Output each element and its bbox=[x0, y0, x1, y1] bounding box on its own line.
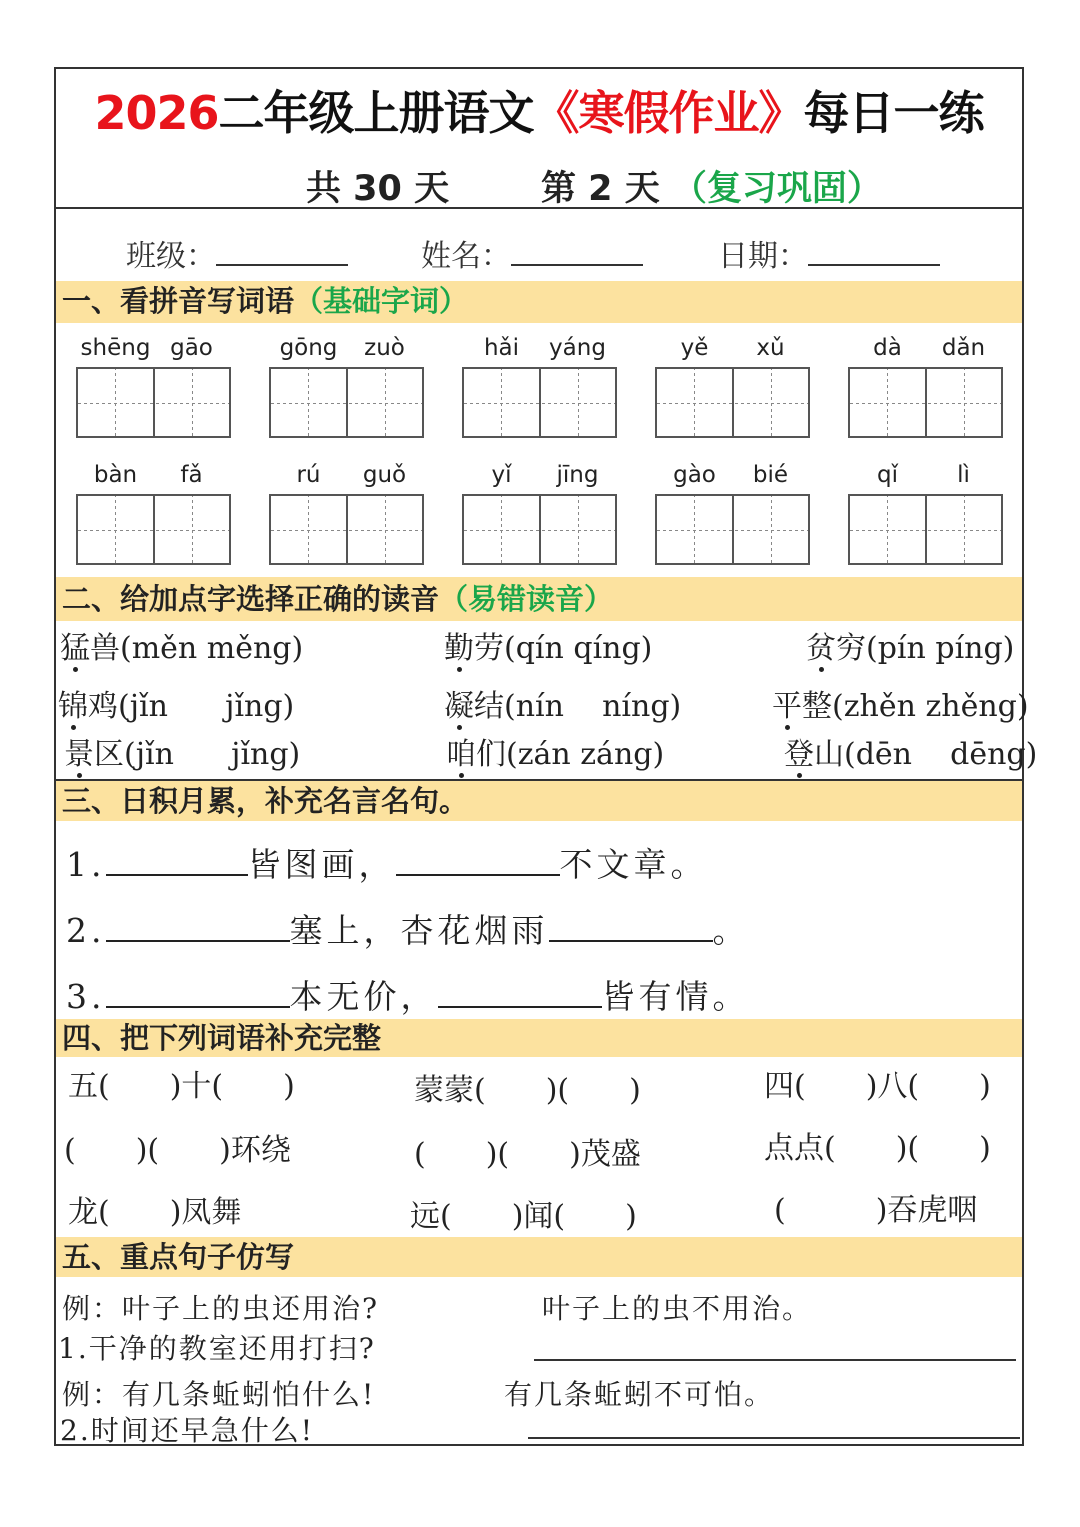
reading-options[interactable]: (jǐn jǐng) bbox=[124, 737, 301, 772]
word-completion-item[interactable]: ( )( )环绕 bbox=[64, 1133, 291, 1168]
section1-header bbox=[56, 281, 1022, 323]
quote-line-1 bbox=[66, 839, 708, 886]
name-field bbox=[421, 231, 643, 275]
plain-char: 们 bbox=[476, 737, 506, 772]
pinyin-syllable: gāo bbox=[170, 335, 213, 361]
section5-title: 五、重点句子仿写 bbox=[62, 1240, 295, 1274]
quote-end: 。 bbox=[712, 911, 750, 950]
plain-char: 结 bbox=[474, 689, 504, 724]
quote-mid: 皆图画， bbox=[247, 845, 396, 884]
word-completion-item[interactable]: 远( )闻( ) bbox=[410, 1199, 637, 1234]
pronunciation-item bbox=[58, 681, 294, 725]
date-field bbox=[718, 231, 940, 275]
writing-grid[interactable] bbox=[848, 367, 1003, 438]
question1: 1.干净的教室还用打扫? bbox=[58, 1332, 376, 1365]
section3-title: 三、日积月累，补充名言名句。 bbox=[62, 784, 469, 818]
plain-char: 整 bbox=[802, 689, 832, 724]
plain-char: 劳 bbox=[474, 631, 504, 666]
section2-title: 二、给加点字选择正确的读音 bbox=[62, 582, 440, 616]
quote-line-3 bbox=[66, 971, 750, 1018]
worksheet bbox=[54, 67, 1038, 1447]
quote-num: 3. bbox=[66, 977, 106, 1016]
pronunciation-item bbox=[784, 729, 1037, 773]
plain-char: 鸡 bbox=[88, 689, 118, 724]
pinyin-syllable: fǎ bbox=[180, 462, 203, 488]
word-completion-item[interactable]: 龙( )凤舞 bbox=[68, 1195, 242, 1230]
pinyin-syllable: qǐ bbox=[877, 462, 898, 488]
pronunciation-item bbox=[444, 623, 652, 667]
title-book: 《寒假作业》 bbox=[533, 86, 804, 140]
pinyin-syllable: shēng bbox=[80, 335, 151, 361]
reading-options[interactable]: (měn měng) bbox=[120, 631, 304, 666]
pinyin-syllable: yáng bbox=[549, 335, 606, 361]
plain-char: 穷 bbox=[836, 631, 866, 666]
dotted-char: 景 bbox=[64, 737, 94, 772]
plain-char: 区 bbox=[94, 737, 124, 772]
word-completion-item[interactable]: 五( )十( ) bbox=[68, 1069, 295, 1104]
pinyin-syllable: gōng bbox=[279, 335, 338, 361]
example1-question: 例：叶子上的虫还用治? bbox=[62, 1292, 380, 1325]
date-label: 日期： bbox=[718, 239, 808, 274]
section4-title: 四、把下列词语补充完整 bbox=[62, 1021, 382, 1055]
current-day-label: 第 2 天 bbox=[541, 169, 660, 209]
pinyin-syllable: zuò bbox=[364, 335, 405, 361]
pronunciation-item bbox=[444, 681, 681, 725]
current-day bbox=[541, 161, 882, 211]
reading-options[interactable]: (pín píng) bbox=[866, 631, 1015, 666]
reading-options[interactable]: (dēn dēng) bbox=[844, 737, 1038, 772]
section1-note: （基础字词） bbox=[294, 284, 469, 318]
dotted-char: 勤 bbox=[444, 631, 474, 666]
question2: 2.时间还早急什么! bbox=[60, 1414, 314, 1447]
pinyin-syllable: bàn bbox=[93, 462, 138, 488]
dotted-char: 猛 bbox=[60, 631, 90, 666]
pinyin-syllable: yě bbox=[680, 335, 709, 361]
section4-header bbox=[56, 1019, 1022, 1057]
writing-grid[interactable] bbox=[655, 367, 810, 438]
date-blank[interactable] bbox=[808, 263, 940, 266]
word-completion-item[interactable]: 蒙蒙( )( ) bbox=[414, 1073, 641, 1108]
dotted-char: 贫 bbox=[806, 631, 836, 666]
writing-grid[interactable] bbox=[462, 367, 617, 438]
section3-header bbox=[56, 781, 1022, 821]
title-year: 2026 bbox=[94, 86, 219, 140]
dotted-char: 平 bbox=[772, 689, 802, 724]
word-completion-item[interactable]: 点点( )( ) bbox=[764, 1131, 991, 1166]
reading-options[interactable]: (qín qíng) bbox=[504, 631, 653, 666]
pinyin-syllable: xǔ bbox=[756, 335, 785, 361]
title-daily: 每日一练 bbox=[803, 86, 984, 140]
quote-blank[interactable] bbox=[106, 873, 248, 876]
plain-char: 山 bbox=[814, 737, 844, 772]
quote-blank[interactable] bbox=[106, 939, 290, 942]
dotted-char: 凝 bbox=[444, 689, 474, 724]
pinyin-syllable: rú bbox=[296, 462, 321, 488]
pinyin-syllable: gào bbox=[673, 462, 716, 488]
section2-note: （易错读音） bbox=[439, 582, 614, 616]
pronunciation-item bbox=[446, 729, 664, 773]
dotted-char: 咱 bbox=[446, 737, 476, 772]
example2-answer: 有几条蚯蚓不可怕。 bbox=[504, 1378, 775, 1411]
quote-end: 皆有情。 bbox=[601, 977, 750, 1016]
class-field bbox=[126, 231, 348, 275]
quote-num: 1. bbox=[66, 845, 106, 884]
title-grade: 二年级上册语文 bbox=[218, 86, 534, 140]
pinyin-syllable: dǎn bbox=[941, 335, 986, 361]
reading-options[interactable]: (jǐn jǐng) bbox=[118, 689, 295, 724]
pinyin-syllable: yǐ bbox=[491, 462, 512, 488]
quote-num: 2. bbox=[66, 911, 106, 950]
answer1-line[interactable] bbox=[534, 1359, 1016, 1361]
section5-header bbox=[56, 1237, 1022, 1277]
writing-grid[interactable] bbox=[76, 494, 231, 565]
quote-mid: 塞上，杏花烟雨 bbox=[289, 911, 549, 950]
writing-grid[interactable] bbox=[269, 367, 424, 438]
word-completion-item[interactable]: ( )( )茂盛 bbox=[414, 1137, 641, 1172]
section2-header bbox=[56, 577, 1022, 621]
writing-grid[interactable] bbox=[655, 494, 810, 565]
pronunciation-item bbox=[806, 623, 1014, 667]
writing-grid[interactable] bbox=[848, 494, 1003, 565]
dotted-char: 登 bbox=[784, 737, 814, 772]
worksheet-title bbox=[56, 77, 1022, 143]
class-label: 班级： bbox=[126, 239, 216, 274]
word-completion-item[interactable]: ( )吞虎咽 bbox=[774, 1193, 978, 1228]
quote-blank[interactable] bbox=[438, 1005, 602, 1008]
name-label: 姓名： bbox=[421, 239, 511, 274]
pinyin-syllable: lì bbox=[957, 462, 970, 488]
pinyin-syllable: dà bbox=[873, 335, 902, 361]
quote-blank[interactable] bbox=[549, 939, 713, 942]
pronunciation-item bbox=[772, 681, 1029, 725]
header-divider bbox=[56, 207, 1022, 209]
quote-line-2 bbox=[66, 905, 750, 952]
quote-end: 不文章。 bbox=[559, 845, 708, 884]
plain-char: 兽 bbox=[90, 631, 120, 666]
example2-question: 例：有几条蚯蚓怕什么! bbox=[62, 1378, 376, 1411]
pinyin-syllable: bié bbox=[752, 462, 789, 488]
name-blank[interactable] bbox=[511, 263, 643, 266]
quote-blank[interactable] bbox=[106, 1005, 290, 1008]
word-completion-item[interactable]: 四( )八( ) bbox=[764, 1069, 991, 1104]
writing-grid[interactable] bbox=[462, 494, 617, 565]
quote-blank[interactable] bbox=[396, 873, 560, 876]
quote-mid: 本无价， bbox=[289, 977, 438, 1016]
pinyin-syllable: jīng bbox=[556, 462, 599, 488]
pronunciation-item bbox=[60, 623, 303, 667]
total-days: 共 30 天 bbox=[306, 169, 450, 209]
example1-answer: 叶子上的虫不用治。 bbox=[542, 1292, 813, 1325]
pinyin-syllable: guǒ bbox=[362, 462, 407, 488]
pronunciation-item bbox=[64, 729, 300, 773]
pinyin-syllable: hǎi bbox=[483, 335, 520, 361]
answer2-line[interactable] bbox=[528, 1437, 1020, 1439]
reading-options[interactable]: (zán záng) bbox=[506, 737, 665, 772]
day-note: （复习巩固） bbox=[671, 169, 882, 209]
dotted-char: 锦 bbox=[58, 689, 88, 724]
writing-grid[interactable] bbox=[76, 367, 231, 438]
reading-options[interactable]: (zhěn zhěng) bbox=[832, 689, 1029, 724]
reading-options[interactable]: (nín níng) bbox=[504, 689, 682, 724]
class-blank[interactable] bbox=[216, 263, 348, 266]
section1-title: 一、看拼音写词语 bbox=[62, 284, 295, 318]
writing-grid[interactable] bbox=[269, 494, 424, 565]
